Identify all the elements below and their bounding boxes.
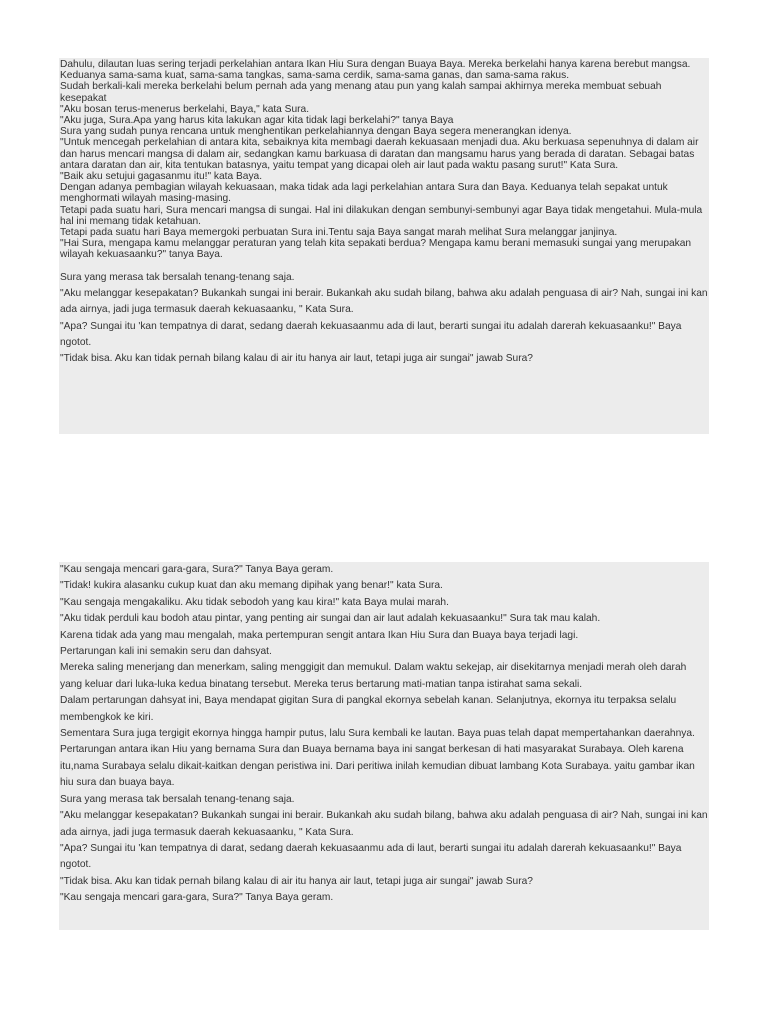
paragraph: Karena tidak ada yang mau mengalah, maka pertempuran sengit antara Ikan Hiu Sura dan Buaya baya terjadi lagi. [60,629,579,641]
paragraph: "Baik aku setujui gagasanmu itu!" kata Baya. [60,171,263,183]
paragraph: Sudah berkali-kali mereka berkelahi belum pernah ada yang menang atau pun yang kalah sampai akhirnya mereka membuat sebuah kesepakat [60,81,662,104]
paragraph: Keduanya sama-sama kuat, sama-sama tangkas, sama-sama cerdik, sama-sama ganas, dan sama-sama rakus. [60,70,570,82]
paragraph: "Kau sengaja mencari gara-gara, Sura?" Tanya Baya geram. [60,564,334,575]
paragraph: Dengan adanya pembagian wilayah kekuasaan, maka tidak ada lagi perkelahian antara Sura dan Baya. Keduanya telah sepakat untuk menghormati wilayah masing-masing. [60,182,668,205]
paragraph: "Aku melanggar kesepakatan? Bukankah sungai ini berair. Bukankah aku sudah bilang, bahwa aku adalah penguasa di air? Nah, sungai ini kan ada airnya, jadi juga termasuk daerah kekuasaanku, " Kata Sura. [60,287,708,316]
paragraph: Dahulu, dilautan luas sering terjadi perkelahian antara Ikan Hiu Sura dengan Buaya Baya. Mereka berkelahi hanya karena berebut mangsa. [60,59,691,70]
text-block-top [59,58,709,434]
paragraph: Sura yang merasa tak bersalah tenang-tenang saja. [60,271,295,283]
paragraph: Sura yang sudah punya rencana untuk menghentikan perkelahiannya dengan Baya segera menerangkan idenya. [60,126,572,138]
paragraph: Mereka saling menerjang dan menerkam, saling menggigit dan memukul. Dalam waktu sekejap, air disekitarnya menjadi merah oleh darah yang keluar dari luka-luka kedua binatang tersebut. Mereka terus bertarung mati-matian tanpa istirahat sama sekali. [60,662,687,690]
paragraph: "Aku tidak perduli kau bodoh atau pintar, yang penting air sungai dan air laut adalah kekuasaanku!" Sura tak mau kalah. [60,613,601,625]
paragraph: "Aku melanggar kesepakatan? Bukankah sungai ini berair. Bukankah aku sudah bilang, bahwa aku adalah penguasa di air? Nah, sungai ini kan ada airnya, jadi juga termasuk daerah kekuasaanku, " Kata Sura. [60,810,708,838]
paragraph-group-a [60,58,709,261]
paragraph: Pertarungan antara ikan Hiu yang bernama Sura dan Buaya bernama baya ini sangat berkesan di hati masyarakat Surabaya. Oleh karena itu,nama Surabaya selalu dikait-kaitkan dengan peristiwa ini. Dari peritiwa inilah kemudian dibuat lambang Kota Surabaya. yaitu gambar ikan hiu sura dan buaya baya. [60,744,695,789]
paragraph: "Apa? Sungai itu 'kan tempatnya di darat, sedang daerah kekuasaanmu ada di laut, berarti sungai itu adalah darerah kekuasaanku!" Baya ngotot. [60,320,682,348]
paragraph: "Kau sengaja mencari gara-gara, Sura?" Tanya Baya geram. [60,892,334,904]
paragraph: "Aku bosan terus-menerus berkelahi, Baya," kata Sura. [60,103,310,115]
paragraph: Tetapi pada suatu hari Baya memergoki perbuatan Sura ini.Tentu saja Baya sangat marah melihat Sura melanggar janjinya. [60,227,618,239]
paragraph: Tetapi pada suatu hari, Sura mencari mangsa di sungai. Hal ini dilakukan dengan sembunyi-sembunyi agar Baya tidak mengetahui. Mula-mula hal ini memang tidak ketahuan. [60,204,703,227]
paragraph: "Kau sengaja mengakaliku. Aku tidak sebodoh yang kau kira!" kata Baya mulai marah. [60,596,449,608]
paragraph: "Hai Sura, mengapa kamu melanggar peraturan yang telah kita sepakati berdua? Mengapa kamu berani memasuki sungai yang merupakan wilayah kekuasaanku?" tanya Baya. [60,238,692,261]
paragraph: Pertarungan kali ini semakin seru dan dahsyat. [60,646,272,658]
paragraph: "Tidak bisa. Aku kan tidak pernah bilang kalau di air itu hanya air laut, tetapi juga air sungai" jawab Sura? [60,353,533,365]
paragraph: "Aku juga, Sura.Apa yang harus kita lakukan agar kita tidak lagi berkelahi?" tanya Baya [60,115,454,127]
paragraph: "Tidak bisa. Aku kan tidak pernah bilang kalau di air itu hanya air laut, tetapi juga air sungai" jawab Sura? [60,875,533,887]
paragraph-group-b [60,270,709,368]
paragraph: Sura yang merasa tak bersalah tenang-tenang saja. [60,793,295,805]
paragraph: Sementara Sura juga tergigit ekornya hingga hampir putus, lalu Sura kembali ke lautan. Baya puas telah dapat mempertahankan daerahnya. [60,728,695,740]
paragraph: "Untuk mencegah perkelahian di antara kita, sebaiknya kita membagi daerah kekuasaan menjadi dua. Aku berkuasa sepenuhnya di dalam air dan harus mencari mangsa di dalam air, sedangkan kamu barkuasa di daratan dan mangsamu harus yang berada di daratan. Sebagai batas antara daratan dan air, kita tentukan batasnya, yaitu tempat yang dicapai oleh air laut pada waktu pasang surut!" Kata Sura. [60,137,699,171]
text-block-bottom [59,562,709,930]
paragraph: Dalam pertarungan dahsyat ini, Baya mendapat gigitan Sura di pangkal ekornya sebelah kanan. Selanjutnya, ekornya itu terpaksa selalu membengkok ke kiri. [60,695,677,723]
paragraph: "Tidak! kukira alasanku cukup kuat dan aku memang dipihak yang benar!" kata Sura. [60,580,443,592]
paragraph: "Apa? Sungai itu 'kan tempatnya di darat, sedang daerah kekuasaanmu ada di laut, berarti sungai itu adalah darerah kekuasaanku!" Baya ngotot. [60,842,682,871]
